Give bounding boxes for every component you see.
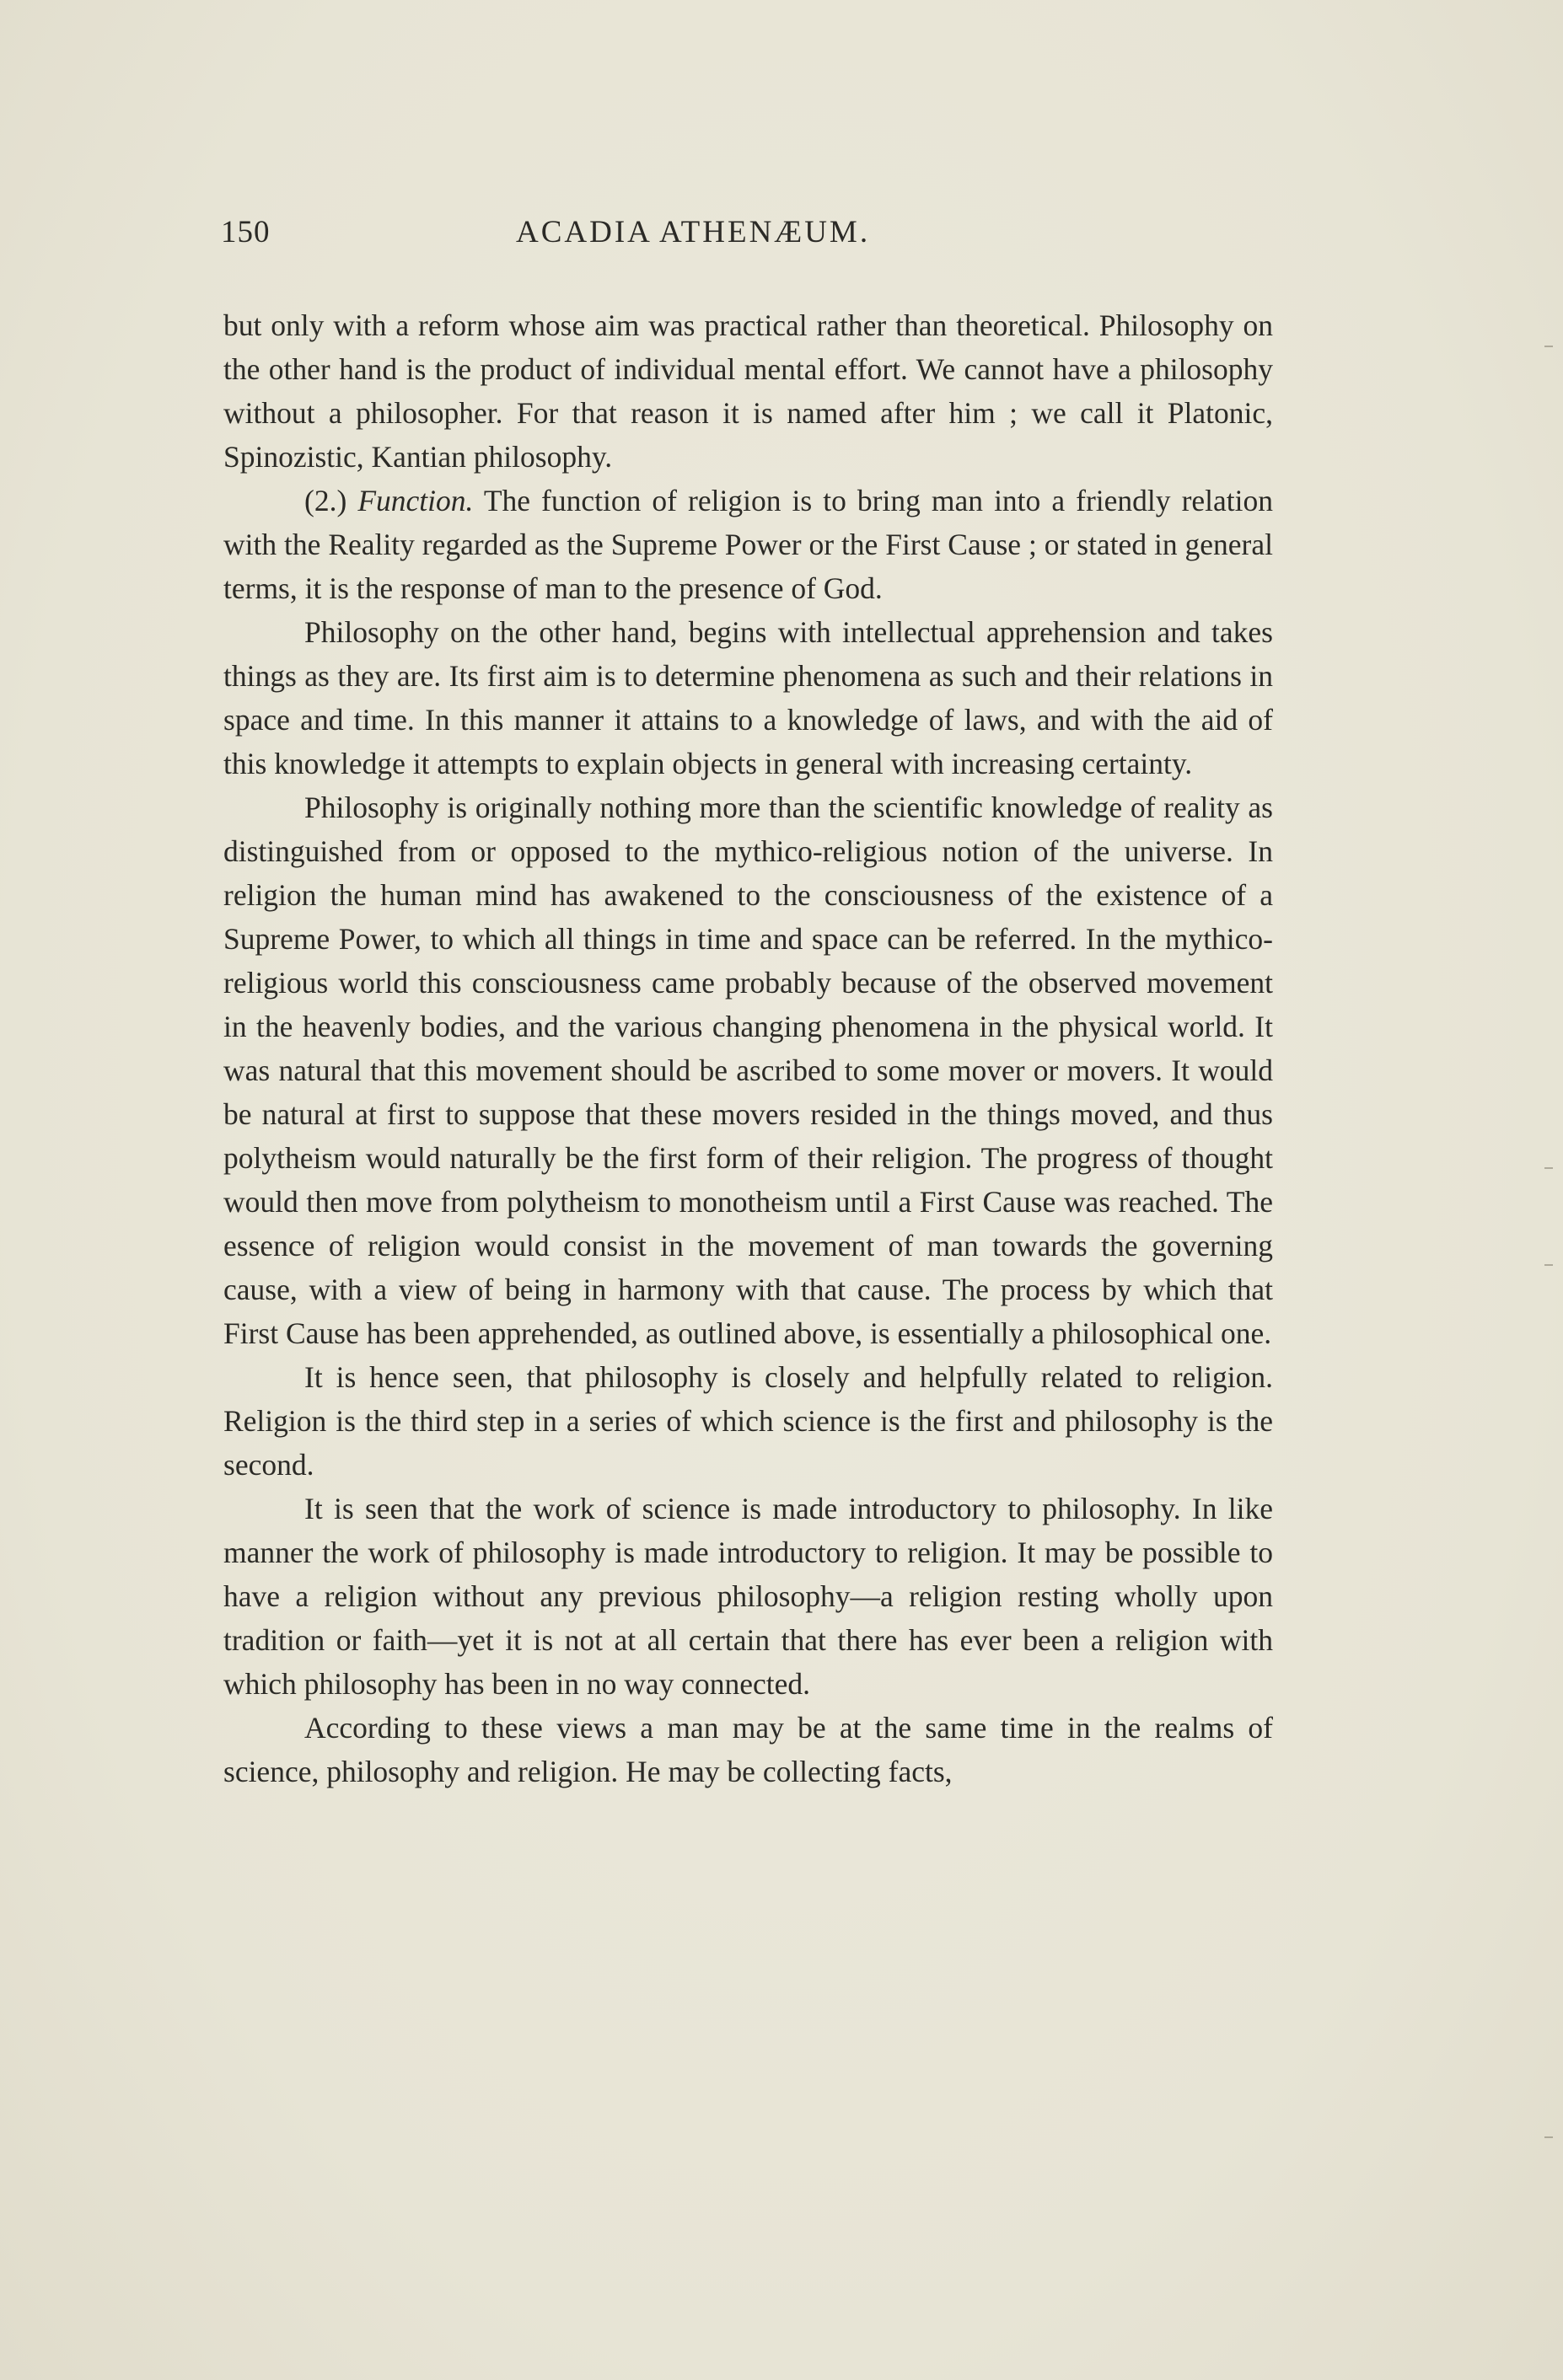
- page-number: 150: [221, 215, 271, 249]
- section-heading: Function.: [357, 484, 474, 517]
- paragraph: Philosophy is originally nothing more than the scientific knowledge of reality as distinguished from or opposed to the mythico-religious notion of the universe. In religion the human mind has awakened to the consciousness of the existence of a Supreme Power, to which all things in time and space can be referred. In the mythico-religious world this consciousness came probably because of the observed movement in the heavenly bodies, and the various changing phenomena in the physical world. It was natural that this movement should be ascribed to some mover or movers. It would be natural at first to suppose that these movers resided in the things moved, and thus polytheism would naturally be the first form of their religion. The progress of thought would then move from polytheism to monotheism until a First Cause was reached. The essence of religion would consist in the movement of man towards the governing cause, with a view of being in harmony with that cause. The process by which that First Cause has been apprehended, as outlined above, is essentially a philosophical one.: [223, 791, 1273, 1350]
- paragraph: The function of religion is to bring man into a friendly relation with the Reality regarded as the Supreme Power or the First Cause ; or stated in general terms, it is the response of man to the presence of God.: [223, 484, 1274, 605]
- edge-mark: [1544, 2136, 1553, 2138]
- body-text: [223, 303, 1273, 1793]
- paragraph: Philosophy on the other hand, begins with intellectual apprehension and takes things as they are. Its first aim is to determine phenomena as such and their relations in space and time. In this manner it attains to a knowledge of laws, and with the aid of this knowledge it attempts to explain objects in general with increasing certainty.: [223, 615, 1273, 780]
- paragraph: According to these views a man may be at the same time in the realms of science, philosophy and religion. He may be collecting facts,: [223, 1711, 1273, 1788]
- section-number: (2.): [304, 484, 347, 517]
- section-paragraph: [223, 479, 1273, 610]
- page-header: [221, 214, 1275, 256]
- paragraph: It is hence seen, that philosophy is closely and helpfully related to religion. Religion is the third step in a series of which science is the first and philosophy is the second.: [223, 1360, 1273, 1482]
- edge-mark: [1544, 1167, 1553, 1169]
- edge-mark: [1544, 346, 1553, 347]
- running-title: ACADIA ATHENÆUM.: [516, 215, 871, 249]
- edge-mark: [1544, 1264, 1553, 1266]
- paragraph: but only with a reform whose aim was practical rather than theoretical. Philosophy on the other hand is the product of individual mental effort. We cannot have a philosophy without a philosopher. For that reason it is named after him ; we call it Platonic, Spinozistic, Kantian philosophy.: [223, 308, 1273, 474]
- paragraph: It is seen that the work of science is made introductory to philosophy. In like manner the work of philosophy is made introductory to religion. It may be possible to have a religion without any previous philosophy—a religion resting wholly upon tradition or faith—yet it is not at all certain that there has ever been a religion with which philosophy has been in no way connected.: [223, 1492, 1273, 1701]
